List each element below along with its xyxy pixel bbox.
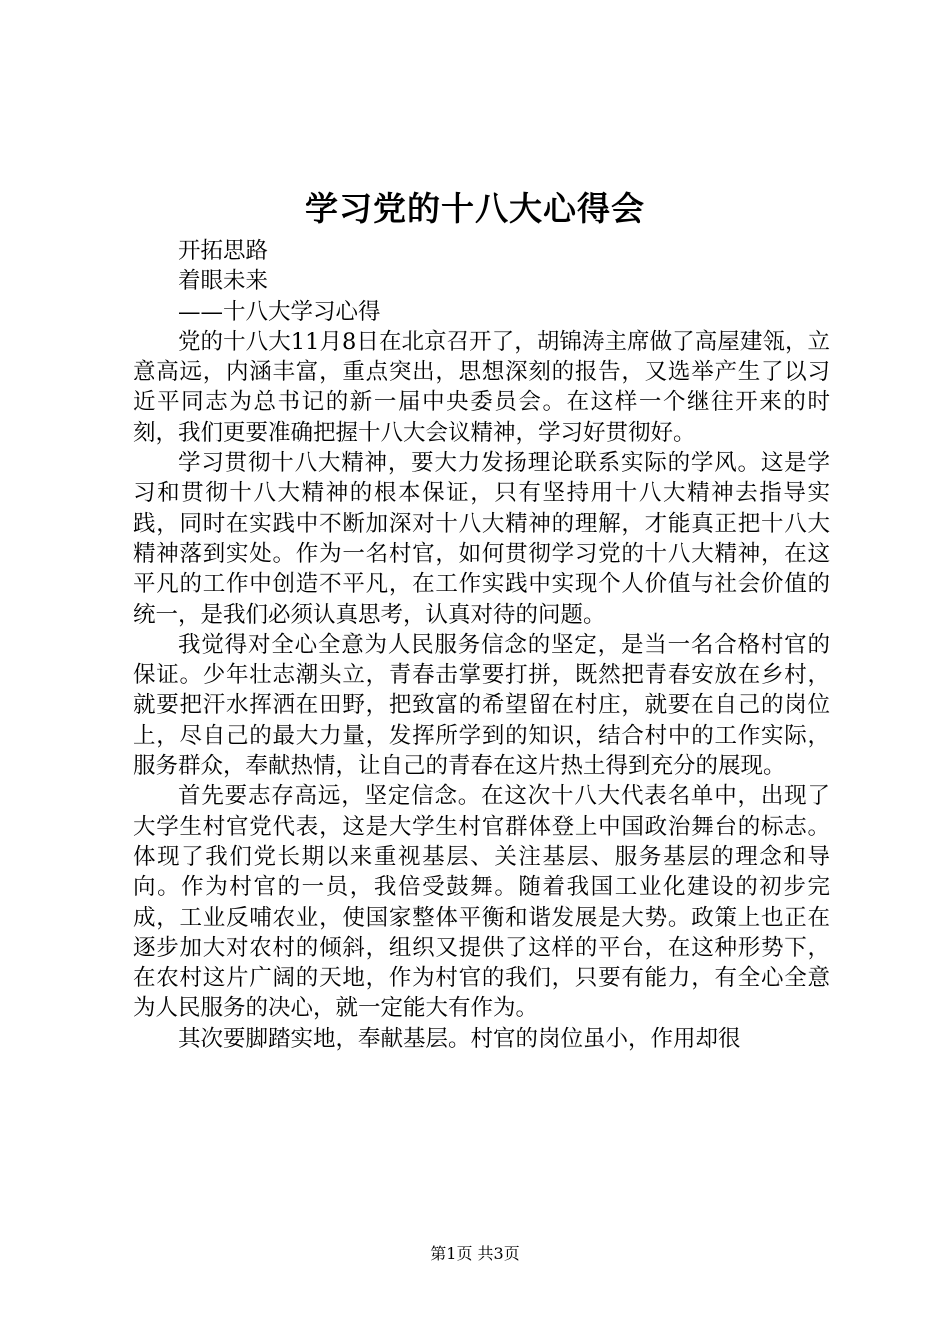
body-paragraph: 我觉得对全心全意为人民服务信念的坚定，是当一名合格村官的保证。少年壮志潮头立，青春击掌要打拼，既然把青春安放在乡村，就要把汗水挥洒在田野，把致富的希望留在村庄，就要在自己的岗位上，尽自己的最大力量，发挥所学到的知识，结合村中的工作实际，服务群众，奉献热情，让自己的青春在这片热土得到充分的展现。 (133, 631, 830, 780)
document-body (133, 236, 830, 1054)
body-paragraph: 其次要脚踏实地，奉献基层。村官的岗位虽小，作用却很 (178, 1025, 741, 1052)
body-paragraph: 学习贯彻十八大精神，要大力发扬理论联系实际的学风。这是学习和贯彻十八大精神的根本保证，只有坚持用十八大精神去指导实践，同时在实践中不断加深对十八大精神的理解，才能真正把十八大精神落到实处。作为一名村官，如何贯彻学习党的十八大精神，在这平凡的工作中创造不平凡，在工作实践中实现个人价值与社会价值的统一，是我们必须认真思考，认真对待的问题。 (133, 450, 830, 628)
subtitle-line: 开拓思路 (178, 238, 269, 264)
subtitle-line: 着眼未来 (178, 268, 269, 295)
page-footer: 第1页 共3页 (430, 1244, 520, 1263)
document-title: 学习党的十八大心得会 (305, 189, 645, 228)
body-paragraph: 党的十八大11月8日在北京召开了，胡锦涛主席做了高屋建瓴，立意高远，内涵丰富，重点突出，思想深刻的报告，又选举产生了以习近平同志为总书记的新一届中央委员会。在这样一个继往开来的时刻，我们更要准确把握十八大会议精神，学习好贯彻好。 (133, 328, 830, 446)
subtitle-line: ——十八大学习心得 (178, 298, 381, 325)
body-paragraph: 首先要志存高远，坚定信念。在这次十八大代表名单中，出现了大学生村官党代表，这是大学生村官群体登上中国政治舞台的标志。体现了我们党长期以来重视基层、关注基层、服务基层的理念和导向。作为村官的一员，我倍受鼓舞。随着我国工业化建设的初步完成，工业反哺农业，使国家整体平衡和谐发展是大势。政策上也正在逐步加大对农村的倾斜，组织又提供了这样的平台，在这种形势下，在农村这片广阔的天地，作为村官的我们，只要有能力，有全心全意为人民服务的决心，就一定能大有作为。 (133, 783, 830, 1022)
